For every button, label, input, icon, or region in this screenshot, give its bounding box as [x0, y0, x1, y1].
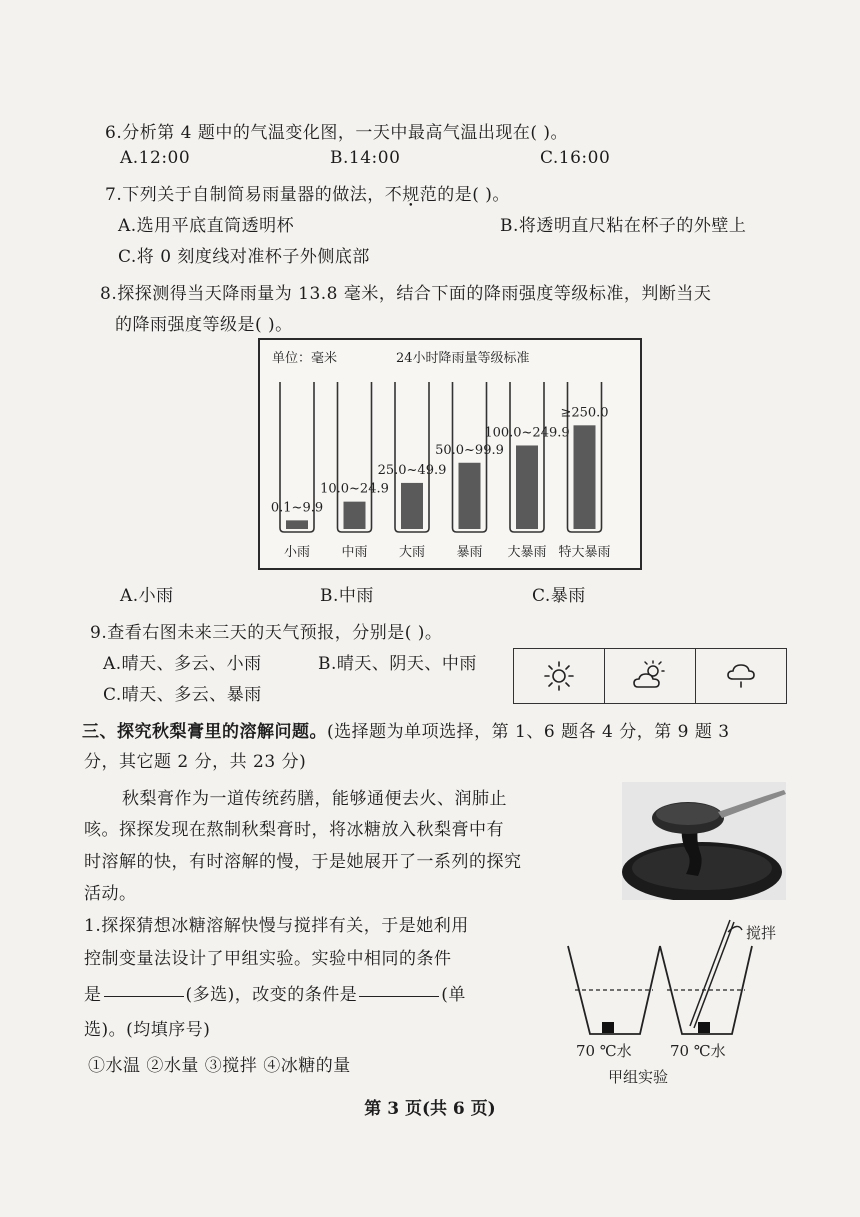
bar-5 [516, 445, 538, 529]
range-label-3: 25.0~49.9 [377, 462, 447, 478]
q8-stem-line2: 的降雨强度等级是( )。 [115, 315, 293, 335]
q6-stem: 6.分析第 4 题中的气温变化图，一天中最高气温出现在( )。 [105, 123, 569, 143]
q7-stem-pre: 7.下列关于自制简易雨量器的做法， [105, 185, 385, 205]
bar-1 [286, 520, 308, 529]
pear-paste-photo [622, 782, 786, 900]
chart-unit-label: 单位：毫米 [272, 351, 338, 366]
rainfall-chart [258, 338, 642, 570]
range-label-4: 50.0~99.9 [435, 442, 504, 458]
range-label-5: 100.0~249.9 [484, 425, 570, 441]
q1-line4: 选)。(均填序号) [84, 1020, 211, 1040]
q9-option-c: C.晴天、多云、暴雨 [103, 685, 262, 705]
q9-option-b: B.晴天、阴天、中雨 [318, 654, 477, 674]
q6-option-a: A.12:00 [120, 148, 191, 168]
intro-line2: 咳。探探发现在熬制秋梨膏时，将冰糖放入秋梨膏中有 [84, 820, 504, 840]
pear-paste-image [622, 782, 786, 900]
q9-option-a: A.晴天、多云、小雨 [103, 654, 262, 674]
forecast-day-2 [605, 649, 696, 703]
experiment-diagram [560, 912, 800, 1090]
q7-stem-emphasis: 不规范 [384, 185, 438, 205]
q1-line3-a: 是 [84, 985, 102, 1005]
q7-stem-post: 的是( )。 [437, 185, 510, 205]
experiment-caption: 甲组实验 [608, 1068, 669, 1086]
q9-stem: 9.查看右图未来三天的天气预报，分别是( )。 [90, 623, 443, 643]
q7-option-a: A.选用平底直筒透明杯 [118, 216, 295, 236]
q6-option-b: B.14:00 [330, 148, 401, 168]
section3-heading-line [82, 717, 730, 742]
category-label-3: 大雨 [398, 545, 426, 560]
q8-option-a: A.小雨 [120, 586, 174, 606]
range-label-2: 10.0~24.9 [320, 481, 389, 497]
chart-marks [271, 382, 611, 560]
sun-icon [542, 659, 576, 693]
category-label-5: 大暴雨 [507, 545, 547, 560]
q1-line3-c: (单 [441, 985, 466, 1005]
forecast-day-3 [696, 649, 786, 703]
answer-blank-same[interactable] [104, 995, 184, 997]
section3-heading: 三、探究秋梨膏里的溶解问题。 [82, 722, 327, 742]
q8-stem-line1: 8.探探测得当天降雨量为 13.8 毫米，结合下面的降雨强度等级标准，判断当天 [100, 284, 712, 304]
sugar-cube-2 [698, 1022, 710, 1033]
forecast-day-1 [514, 649, 605, 703]
bar-4 [459, 463, 481, 529]
rain-cloud-icon [724, 659, 758, 693]
q1-line3-b: (多选)，改变的条件是 [185, 985, 358, 1005]
rainfall-chart-svg [260, 340, 640, 568]
page-footer: 第 3 页(共 6 页) [364, 1099, 496, 1119]
category-label-1: 小雨 [283, 545, 311, 560]
section3-note-line2: 分，其它题 2 分，共 23 分) [84, 752, 307, 772]
weather-forecast-table [513, 648, 787, 704]
q1-line1: 1.探探猜想冰糖溶解快慢与搅拌有关，于是她利用 [84, 916, 469, 936]
q8-option-c: C.暴雨 [532, 586, 586, 606]
cup2-label: 70 ℃水 [670, 1042, 726, 1060]
partly-cloudy-icon [631, 659, 669, 693]
q7-option-c: C.将 0 刻度线对准杯子外侧底部 [118, 247, 370, 267]
bar-6 [574, 425, 596, 529]
stir-rod [690, 920, 734, 1028]
q7-option-b: B.将透明直尺粘在杯子的外壁上 [500, 216, 747, 236]
cup1-label: 70 ℃水 [576, 1042, 632, 1060]
intro-line4: 活动。 [84, 884, 137, 904]
intro-line1: 秋梨膏作为一道传统药膳，能够通便去火、润肺止 [122, 789, 507, 809]
answer-blank-changed[interactable] [359, 995, 439, 997]
stir-label: 搅拌 [746, 924, 777, 942]
range-label-6: ≥250.0 [560, 405, 609, 421]
chart-title: 24小时降雨量等级标准 [396, 351, 530, 366]
bar-2 [344, 502, 366, 529]
q7-stem [105, 180, 510, 205]
q6-option-c: C.16:00 [540, 148, 611, 168]
q8-option-b: B.中雨 [320, 586, 374, 606]
category-label-4: 暴雨 [456, 545, 483, 560]
range-label-1: 0.1~9.9 [270, 500, 324, 516]
section3-note-line1: (选择题为单项选择，第 1、6 题各 4 分，第 9 题 3 [327, 722, 730, 742]
bar-3 [401, 483, 423, 529]
intro-line3: 时溶解的快，有时溶解的慢，于是她展开了一系列的探究 [84, 852, 522, 872]
q1-line2: 控制变量法设计了甲组实验。实验中相同的条件 [84, 949, 452, 969]
q1-line3 [84, 980, 466, 1005]
sugar-cube-1 [602, 1022, 614, 1033]
category-label-2: 中雨 [341, 545, 368, 560]
q1-choices: ①水温 ②水量 ③搅拌 ④冰糖的量 [88, 1056, 351, 1076]
category-label-6: 特大暴雨 [558, 545, 611, 560]
